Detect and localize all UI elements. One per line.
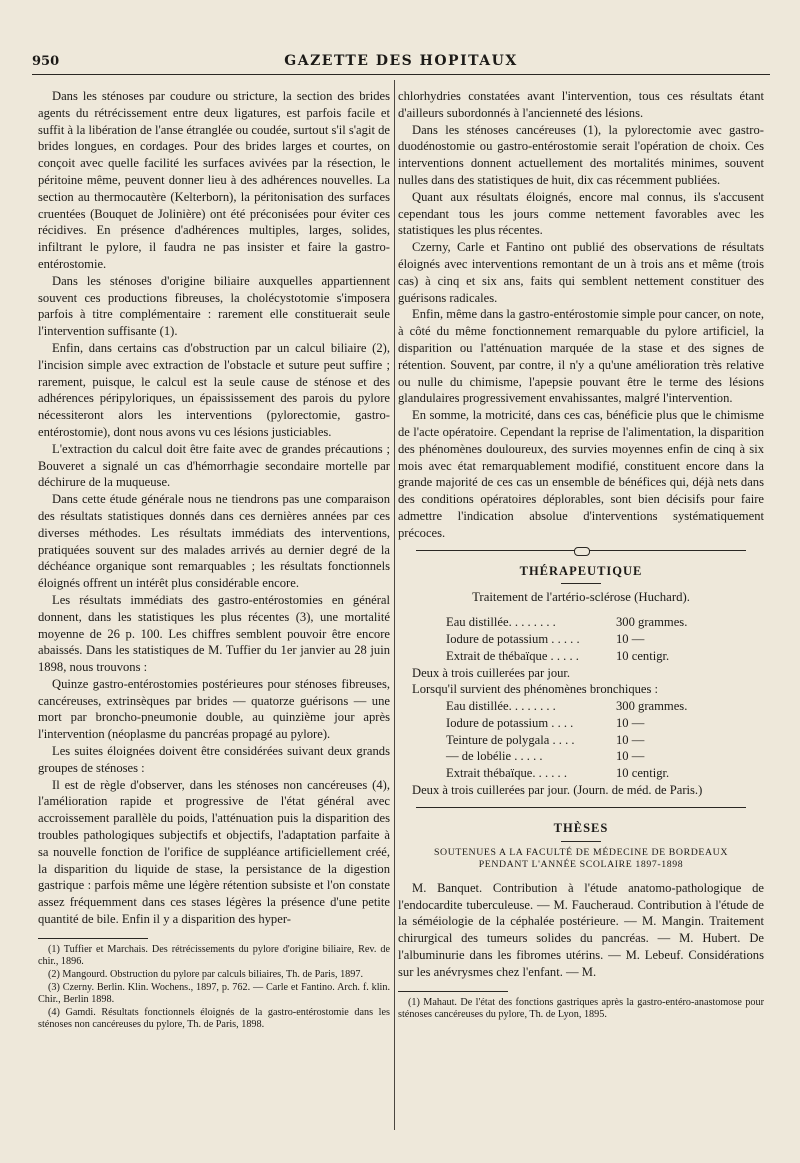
recipe-ingredient: — de lobélie . . . . . [446, 749, 543, 764]
paragraph: Il est de règle d'observer, dans les sténoses non cancéreuses (4), l'amélioration rapide et progressive de l'état général avec accroissement parallèle du poids, l'atténuation puis la disparition des troubles pathologiques subjectifs et objectifs, l'adaptation parfaite à sa nouvelle fonction de l'orifice de suppléance artificiellement créé, la disparition du liquide de stase, la persistance de la digestion gastrique : parfois même une légère rétention subsiste et l'on constate assez fréquemment dans ces stases légères la présence d'une petite quantité de bile. Enfin il y a disparition des hyper- [38, 777, 390, 927]
recipe-quantity: 10 — [616, 732, 645, 747]
recipe-ingredient: Teinture de polygala . . . . [446, 732, 575, 747]
recipe-quantity: 300 grammes. [616, 615, 688, 630]
footnote: (1) Mahaut. De l'état des fonctions gastriques après la gastro-entéro-anastomose pour sténoses cancéreuses du pylore, Th. de Lyon, 1895. [398, 996, 764, 1021]
recipe-ingredient: Eau distillée. . . . . . . . [446, 699, 556, 714]
theses-subtitle [398, 847, 764, 872]
footnote: (1) Tuffier et Marchais. Des rétrécissements du pylore d'origine biliaire, Rev. de chir., 1896. [38, 943, 390, 968]
paragraph: L'extraction du calcul doit être faite avec de grandes précautions ; Bouveret a signalé un cas d'hémorrhagie secondaire mortelle par déchirure de la muqueuse. [38, 441, 390, 490]
paragraph: Les suites éloignées doivent être considérées suivant deux grands groupes de sténoses : [38, 744, 390, 775]
dosage-note: Deux à trois cuillerées par jour. [412, 665, 571, 680]
dosage-note: Deux à trois cuillerées par jour. (Journ. de méd. de Paris.) [412, 783, 703, 798]
paragraph: Dans cette étude générale nous ne tiendrons pas une comparaison des résultats statistiques donnés dans ces dernières années par ces diverses méthodes. Les résultats immédiats des interventions, pratiquées souvent sur des malades arrivés au dernier degré de la déchéance organique sont remarquables ; les résultats fonctionnels éloignés offrent un intérêt plus considérable encore. [38, 492, 390, 591]
paragraph: Dans les sténoses cancéreuses (1), la pylorectomie avec gastro-duodénostomie ou gastro-entérostomie serait l'opération de choix. Ces interventions donnent actuellement des mortalités minimes, souvent nulles dans des statistiques de huit, dix cas récemment publiées. [398, 122, 764, 187]
journal-title: GAZETTE DES HOPITAUX [284, 53, 518, 69]
recipe-line [446, 765, 726, 782]
paragraph: chlorhydries constatées avant l'intervention, tous ces résultats étant d'ailleurs subordonnés à l'ancienneté des lésions. [398, 89, 764, 120]
theses-subtitle-line: PENDANT L'ANNÉE SCOLAIRE 1897-1898 [478, 859, 684, 871]
section-separator [416, 807, 746, 814]
recipe-ingredient: Iodure de potassium . . . . . [446, 631, 580, 646]
recipe-line [446, 631, 726, 648]
section-separator [416, 550, 746, 557]
column-divider [394, 80, 395, 1130]
paragraph: Lorsqu'il survient des phénomènes bronchiques : [412, 682, 659, 697]
section-title-therapeutique: THÉRAPEUTIQUE [519, 563, 643, 578]
footnote: (2) Mangourd. Obstruction du pylore par calculs biliaires, Th. de Paris, 1897. [48, 969, 363, 981]
recipe-subtitle: Traitement de l'artério-sclérose (Huchard). [472, 590, 690, 605]
page-number: 950 [32, 54, 60, 69]
separator-ornament [574, 547, 590, 556]
section-title-theses: THÈSES [553, 820, 609, 835]
recipe-quantity: 10 — [616, 715, 645, 730]
paragraph: Les résultats immédiats des gastro-entérostomies en général donnent, dans les statistiques les plus récentes (3), une mortalité moyenne de 26 p. 100. Les chiffres semblent pouvoir être encore abaissés. Dans les statistiques de M. Tuffier du 1er janvier au 28 juin 1898, nous trouvons : [38, 592, 390, 675]
paragraph: Dans les sténoses d'origine biliaire auxquelles appartiennent souvent ces productions fibreuses, la cholécystotomie s'imposera parfois à titre complémentaire : rarement elle constituerait seule l'intervention suffisante (1). [38, 273, 390, 339]
footnote: (4) Gamdi. Résultats fonctionnels éloignés de la gastro-entérostomie dans les sténoses non cancéreuses du pylore, Th. de Paris, 1898. [38, 1006, 390, 1031]
recipe-ingredient: Extrait thébaïque. . . . . . [446, 766, 568, 781]
title-rule [561, 583, 601, 584]
recipe-line [446, 748, 726, 765]
recipe-ingredient: Eau distillée. . . . . . . . [446, 615, 556, 630]
recipe-quantity: 300 grammes. [616, 699, 688, 714]
recipe-line [446, 648, 726, 665]
right-column [398, 88, 764, 1022]
footnote: (3) Czerny. Berlin. Klin. Wochens., 1897, p. 762. — Carle et Fantino. Arch. f. klin. Chir., Berlin 1898. [38, 981, 390, 1006]
paragraph: Dans les sténoses par coudure ou stricture, la section des brides agents du rétrécissement entre deux ligatures, est parfois facile et suffit à la libération de l'anse étranglée ou coudée, surtout s'il s'agit de brides longues, en cordages. Pour des brides larges et courtes, on conçoit avec quelle facilité les surfaces avivées par la résection, le péritoine même, peuvent donner lieu à des adhérences nouvelles. La section au thermocautère (Kelterborn), la péritonisation des surfaces cruentées (Bouquet de Jolinière) ont été préconisées pour éviter ces récidives. En présence d'adhérences multiples, larges, solides, infiltrant le pylore, il faudra ne pas insister et faire la gastro-entérostomie. [38, 89, 390, 271]
recipe-line [446, 614, 726, 631]
paragraph: Quant aux résultats éloignés, encore mal connus, ils s'accusent cependant tous les jours comme nettement favorables avec les statistiques les plus récentes. [398, 189, 764, 238]
paragraph: Czerny, Carle et Fantino ont publié des observations de résultats éloignés avec interventions remontant de un à trois ans et même (trois cas) à cinq et six ans, faits qui semblent nettement constituer des guérisons radicales. [398, 240, 764, 305]
recipe-line [446, 698, 726, 715]
paragraph: Enfin, dans certains cas d'obstruction par un calcul biliaire (2), l'incision simple avec extraction de l'obstacle et suture peut suffire ; rarement, puisque, le calcul est la seule cause de sténose et des adhérences péripyloriques, un épaississement des parois du pylore nécessiteront alors les interventions (pylorectomie, gastro-entérostomie), dont nous avons vu ces lésions justiciables. [38, 340, 390, 439]
recipe-line [446, 732, 726, 749]
recipe-quantity: 10 — [616, 631, 645, 646]
paragraph: En somme, la motricité, dans ces cas, bénéficie plus que le chimisme de l'acte opératoire. Cependant la reprise de l'alimentation, la disparition des phénomènes douloureux, des survies moyennes enfin de cinq à six mois avec état remarquablement modifié, constituent encore dans la grande majorité de ces cas un ensemble de bénéfices qui, déjà nets dans des conditions opératoires déplorables, sont bien décisifs pour faire admettre l'indication absolue d'interventions systématiquement précoces. [398, 408, 764, 540]
title-rule [561, 841, 601, 842]
recipe-quantity: 10 centigr. [616, 766, 670, 781]
theses-list: M. Banquet. Contribution à l'étude anatomo-pathologique de l'endocardite tuberculeuse. — M. Faucheraud. Contribution à l'étude de la séméiologie de la céphalée postérieure. — M. Mangin. Traitement chirurgical des tumeurs solides du pancréas. — M. Hubert. De l'albuminurie dans les fibromes utérins. — M. Lebeuf. Considérations sur les anévrysmes chez l'enfant. — M. [398, 880, 764, 979]
recipe-quantity: 10 centigr. [616, 648, 670, 663]
footnote-rule [38, 938, 148, 939]
theses-subtitle-line: SOUTENUES A LA FACULTÉ DE MÉDECINE DE BORDEAUX [433, 846, 729, 858]
recipe-line [446, 715, 726, 732]
recipe-ingredient: Iodure de potassium . . . . [446, 715, 574, 730]
page-header [32, 52, 770, 75]
footnote-rule [398, 991, 508, 992]
recipe-quantity: 10 — [616, 749, 645, 764]
paragraph: Enfin, même dans la gastro-entérostomie simple pour cancer, on note, à côté du même fonctionnement remarquable du pylore artificiel, la disparition ou l'atténuation marquée de la stase et des signes de rétention. Souvent, par contre, il n'y a qu'une amélioration très relative ou nulle du chimisme, l'apepsie pouvant être le terme des lésions glandulaires progressivement envahissantes, malgré l'intervention. [398, 307, 765, 406]
recipe-ingredient: Extrait de thébaïque . . . . . [446, 648, 579, 663]
paragraph: Quinze gastro-entérostomies postérieures pour sténoses fibreuses, cancéreuses, extrinsèques par brides — quatorze guérisons — une mort par broncho-pneumonie double, au quinzième jour après l'intervention (néoplasme du pancréas propagé au pylore). [38, 676, 390, 742]
left-column [38, 88, 390, 1032]
